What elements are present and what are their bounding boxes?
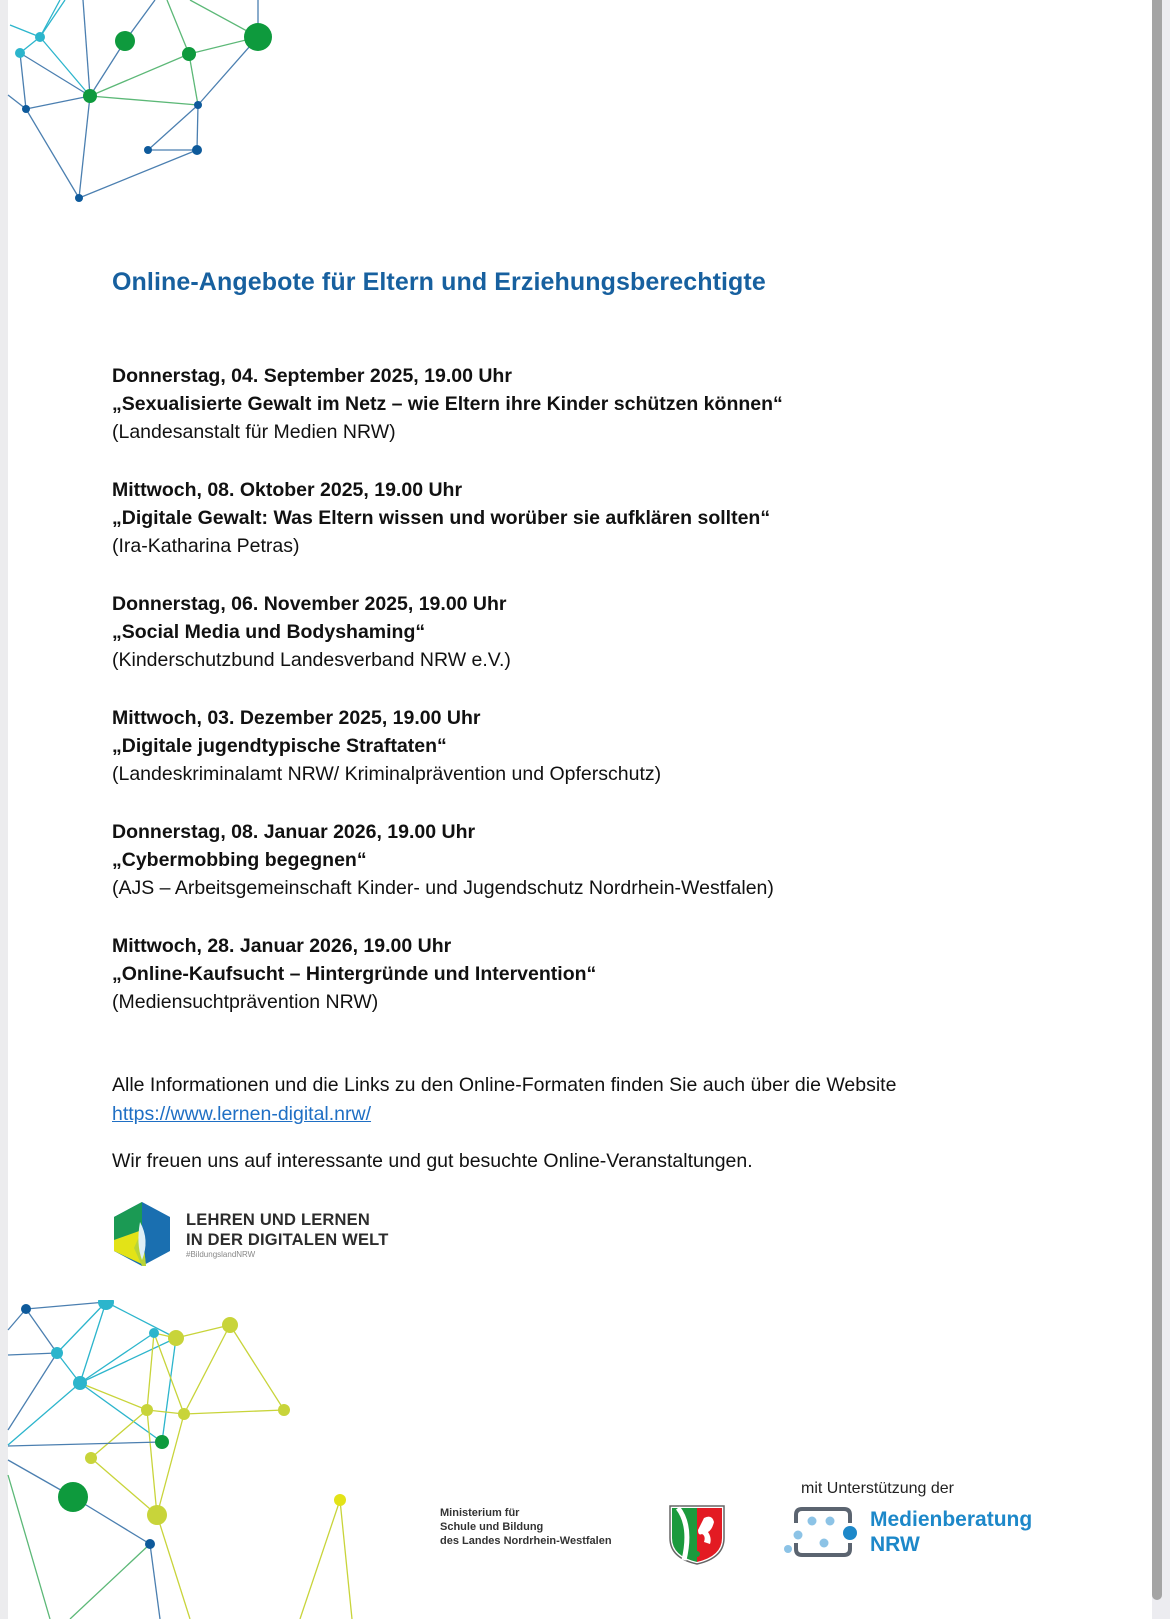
website-link[interactable]: https://www.lernen-digital.nrw/ [112,1103,372,1125]
event-organizer: (Landesanstalt für Medien NRW) [112,421,396,443]
event-date: Donnerstag, 04. September 2025, 19.00 Uhr [112,365,512,387]
event-item [112,590,1012,674]
event-date: Mittwoch, 03. Dezember 2025, 19.00 Uhr [112,707,481,729]
medienberatung-line-1: Medienberatung [870,1508,1033,1531]
event-organizer: (Ira-Katharina Petras) [112,535,300,557]
event-topic: „Social Media und Bodyshaming“ [112,621,426,643]
medienberatung-icon [784,1505,860,1559]
event-item [112,932,1012,1016]
ministry-line-3: des Landes Nordrhein-Westfalen [440,1535,612,1547]
event-item [112,476,1012,560]
event-date: Mittwoch, 28. Januar 2026, 19.00 Uhr [112,935,452,957]
event-date: Donnerstag, 06. November 2025, 19.00 Uhr [112,593,507,615]
ministry-line-2: Schule und Bildung [440,1521,544,1533]
event-date: Donnerstag, 08. Januar 2026, 19.00 Uhr [112,821,476,843]
event-list [112,362,1012,1046]
ministry-line-1: Ministerium für [440,1507,520,1519]
event-topic: „Sexualisierte Gewalt im Netz – wie Eltern ihre Kinder schützen können“ [112,393,783,415]
event-organizer: (AJS – Arbeitsgemeinschaft Kinder- und Jugendschutz Nordrhein-Westfalen) [112,877,774,899]
event-item [112,362,1012,446]
nrw-crest-icon [668,1504,726,1566]
event-organizer: (Landeskriminalamt NRW/ Kriminalprävention und Opferschutz) [112,763,662,785]
event-topic: „Cybermobbing begegnen“ [112,849,367,871]
logo-line-1: LEHREN UND LERNEN [186,1210,370,1229]
event-item [112,818,1012,902]
document-page [8,0,1152,1619]
support-label: mit Unterstützung der [801,1480,954,1497]
event-item [112,704,1012,788]
event-organizer: (Mediensuchtprävention NRW) [112,991,379,1013]
lehren-lernen-logo [112,1200,389,1268]
medienberatung-logo [784,1505,1032,1559]
hexagon-logo-icon [112,1200,172,1268]
vertical-scrollbar[interactable] [1152,0,1162,1600]
network-graphic-bottom [0,1300,360,1619]
logo-hashtag: #BildungslandNRW [186,1249,256,1259]
event-topic: „Digitale jugendtypische Straftaten“ [112,735,447,757]
info-text: Alle Informationen und die Links zu den Online-Formaten finden Sie auch über die Website [112,1074,897,1096]
event-topic: „Digitale Gewalt: Was Eltern wissen und worüber sie aufklären sollten“ [112,507,771,529]
closing-text: Wir freuen uns auf interessante und gut besuchte Online-Veranstaltungen. [112,1150,753,1172]
page-title: Online-Angebote für Eltern und Erziehungsberechtigte [112,268,766,296]
info-paragraph [112,1071,896,1129]
ministry-logo-text [440,1506,612,1548]
event-organizer: (Kinderschutzbund Landesverband NRW e.V.) [112,649,511,671]
event-date: Mittwoch, 08. Oktober 2025, 19.00 Uhr [112,479,463,501]
medienberatung-line-2: NRW [870,1533,920,1556]
event-topic: „Online-Kaufsucht – Hintergründe und Intervention“ [112,963,597,985]
network-graphic-top [0,0,300,210]
logo-line-2: IN DER DIGITALEN WELT [186,1230,389,1249]
